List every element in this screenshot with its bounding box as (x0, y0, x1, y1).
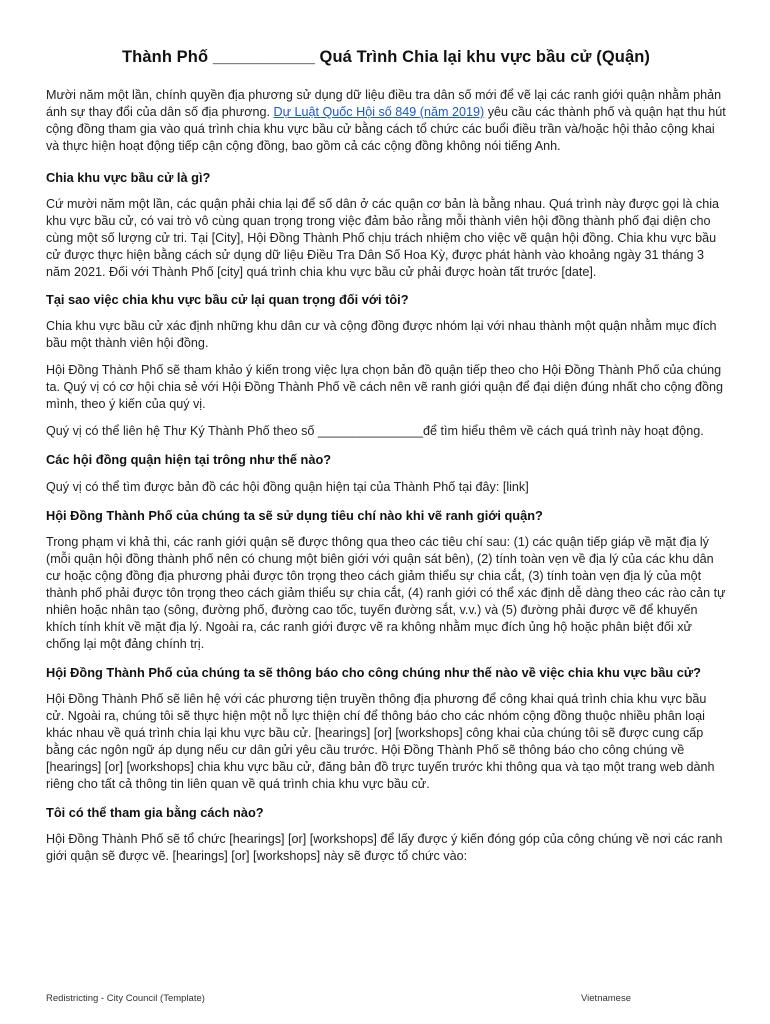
section-paragraph: Cứ mười năm một lần, các quận phải chia lại để số dân ở các quận cơ bản là bằng nhau. Quá trình này được gọi là chia khu vực bầu cử, có vai trò vô cùng quan trọng trong việc đảm bảo rằng mỗi thành viên hội đồng thành phố đại diện cho cùng một số lượng cử tri. Tại [City], Hội Đồng Thành Phố chịu trách nhiệm cho việc vẽ quận hội đồng. Chia khu vực bầu cử được thực hiện bằng cách sử dụng dữ liệu Điều Tra Dân Số Hoa Kỳ, được phát hành vào khoảng ngày 31 tháng 3 năm 2021. Đối với Thành Phố [city] quá trình chia khu vực bầu cử phải được hoàn tất trước [date]. (46, 197, 720, 279)
section-heading: Tôi có thể tham gia bằng cách nào? (46, 805, 264, 820)
footer-language-label: Vietnamese (581, 993, 631, 1004)
section-paragraph: Trong phạm vi khả thi, các ranh giới quận sẽ được thông qua theo các tiêu chí sau: (1) các quận tiếp giáp về mặt địa lý (mỗi quận hội đồng thành phố nên có chung một biên giới với quận sát bên), (2) tính toàn vẹn về địa lý của các khu dân cư hoặc cộng đồng địa phương phải được tôn trọng theo cách giảm thiểu sự chia cắt, (3) tính toàn vẹn địa lý của một thành phố phải được tôn trọng theo cách giảm thiểu sự chia cắt, (4) ranh giới có thể xác định dễ dàng theo các rào cản tự nhiên hoặc nhân tạo (sông, đường phố, đường cao tốc, tuyến đường sắt, v.v.) và (5) đường phải được vẽ để khuyến khích tính khít về mặt địa lý. Ngoài ra, các ranh giới được vẽ ra không nhằm mục đích ủng hộ hoặc phân biệt đối xử chống lại một đảng chính trị. (46, 535, 726, 651)
document-page (46, 0, 726, 865)
section-heading: Tại sao việc chia khu vực bầu cử lại quan trọng đối với tôi? (46, 292, 409, 307)
section-heading: Chia khu vực bầu cử là gì? (46, 170, 211, 185)
intro-text-before-link: Mười năm một lần, chính quyền địa phương sử dụng dữ liệu điều tra dân số mới để vẽ lại các ranh giới quận nhằm phản ánh sự thay đổi của dân số địa phương. (46, 88, 722, 119)
section-heading: Hội Đồng Thành Phố của chúng ta sẽ sử dụng tiêu chí nào khi vẽ ranh giới quận? (46, 508, 543, 523)
document-title: Thành Phố ___________ Quá Trình Chia lại khu vực bầu cử (Quận) (122, 48, 650, 66)
intro-paragraph (46, 87, 726, 155)
footer-left-text: Redistricting - City Council (Template) (46, 993, 205, 1004)
section-paragraph: Hội Đồng Thành Phố sẽ tham khảo ý kiến trong việc lựa chọn bản đồ quận tiếp theo cho Hội Đồng Thành Phố của chúng ta. Quý vị có cơ hội chia sẻ với Hội Đồng Thành Phố về cách nên vẽ ranh giới quận để đại diện đúng nhất cho cộng đồng mình, theo ý kiến của quý vị. (46, 363, 724, 411)
intro-text-after-link: yêu cầu các thành phố và quận hạt thu hút cộng đồng tham gia vào quá trình chia khu vực bầu cử bằng cách tổ chức các buổi điều trần và/hoặc hội thảo cộng khai và thực hiện hoạt động tiếp cận cộng đồng, bao gồm cả các cộng đồng không nói tiếng Anh. (46, 105, 726, 153)
section-paragraph: Chia khu vực bầu cử xác định những khu dân cư và cộng đồng được nhóm lại với nhau thành một quận nhằm mục đích bầu một thành viên hội đồng. (46, 319, 717, 350)
section-paragraph: Quý vị có thể tìm được bản đồ các hội đồng quận hiện tại của Thành Phố tại đây: [link] (46, 480, 529, 494)
bill-link[interactable]: Dự Luật Quốc Hội số 849 (năm 2019) (273, 105, 485, 119)
section-paragraph: Hội Đồng Thành Phố sẽ liên hệ với các phương tiện truyền thông địa phương để công khai quá trình chia khu vực bầu cử. Ngoài ra, chúng tôi sẽ thực hiện một nỗ lực thiện chí để thông báo cho các nhóm cộng đồng thuộc nhiều phân loại khác nhau về quá trình chia lại khu vực bầu cử. [hearings] [or] [workshops] công khai của chúng tôi sẽ được cung cấp bằng các ngôn ngữ áp dụng nếu cư dân gửi yêu cầu trước. Hội Đồng Thành Phố sẽ thông báo cho công chúng về [hearings] [or] [workshops] chia khu vực bầu cử, đăng bản đồ trực tuyến trước khi thông qua và tạo một trang web dành riêng cho tất cả thông tin liên quan về quá trình chia khu vực bầu cử. (46, 692, 715, 791)
section-heading: Các hội đồng quận hiện tại trông như thế nào? (46, 452, 332, 467)
section-paragraph: Hội Đồng Thành Phố sẽ tổ chức [hearings] [or] [workshops] để lấy được ý kiến đóng góp của công chúng về nơi các ranh giới quận sẽ được vẽ. [hearings] [or] [workshops] này sẽ được tổ chức vào: (46, 832, 723, 863)
section-heading: Hội Đồng Thành Phố của chúng ta sẽ thông báo cho công chúng như thế nào về việc chia khu vực bầu cử? (46, 665, 701, 680)
page-footer (46, 993, 736, 1004)
section-paragraph: Quý vị có thể liên hệ Thư Ký Thành Phố theo số _______________để tìm hiểu thêm về cách quá trình này hoạt động. (46, 424, 704, 438)
